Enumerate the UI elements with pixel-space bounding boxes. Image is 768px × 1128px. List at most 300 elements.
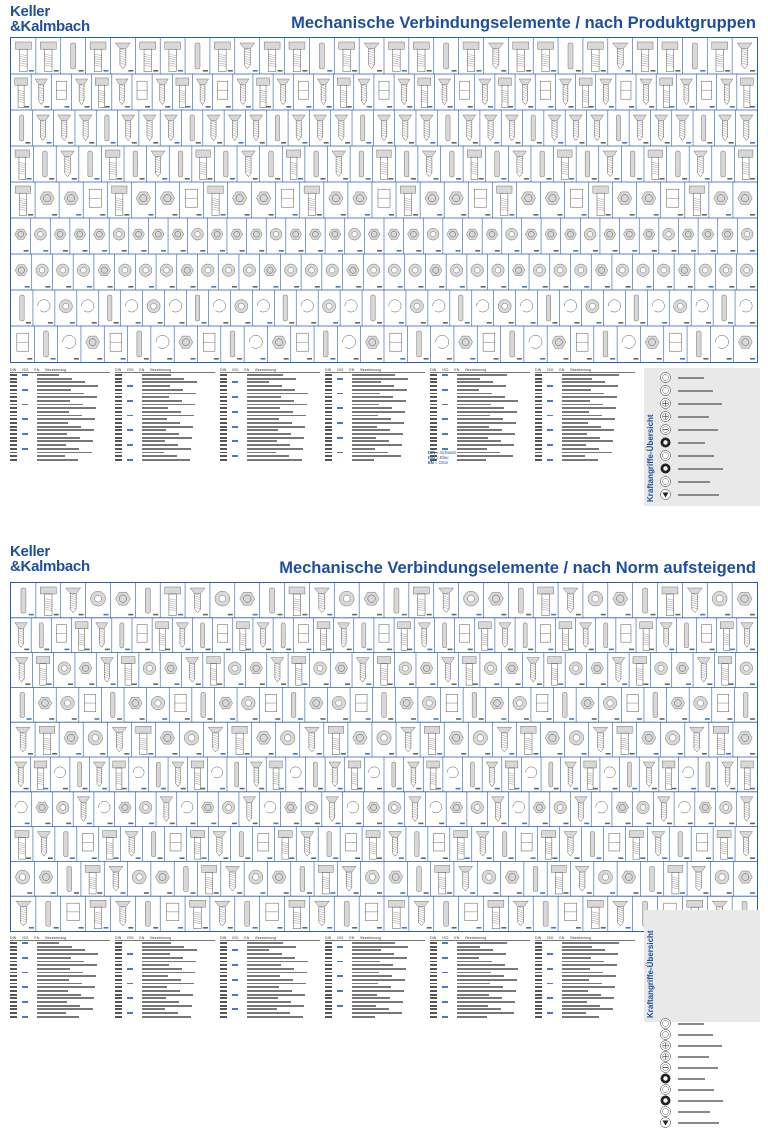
fastener-illustration — [721, 79, 735, 108]
fastener-illustration — [699, 802, 714, 824]
fastener-illustration — [133, 767, 146, 790]
fastener-illustration — [603, 331, 615, 360]
fastener-illustration — [281, 623, 291, 650]
fastener-illustration — [722, 762, 736, 789]
drive-symbol-icon — [660, 1029, 671, 1040]
fastener-illustration — [237, 79, 251, 108]
fastener-illustration — [715, 335, 731, 359]
fastener-illustration — [213, 832, 229, 859]
fastener-illustration — [486, 762, 500, 789]
fastener-illustration — [642, 732, 659, 755]
drive-symbol-icon — [660, 489, 671, 500]
fastener-illustration — [460, 81, 473, 107]
fastener-illustration — [499, 78, 514, 108]
fastener-illustration — [581, 697, 597, 720]
fastener-illustration — [231, 229, 245, 252]
fastener-illustration — [545, 732, 562, 755]
fastener-illustration — [249, 870, 266, 894]
fastener-illustration — [332, 696, 348, 720]
fastener-illustration — [16, 727, 33, 754]
drive-type-label — [678, 455, 714, 457]
fastener-illustration — [202, 264, 217, 288]
fastener-illustration — [270, 761, 284, 790]
drive-type-label — [678, 494, 719, 496]
fastener-illustration — [513, 42, 531, 72]
drive-symbol-icon — [660, 398, 671, 409]
fastener-illustration — [270, 588, 283, 615]
fastener-illustration — [738, 192, 755, 216]
fastener-illustration — [513, 151, 529, 180]
fastener-illustration — [563, 692, 575, 719]
drive-type-label — [678, 1034, 713, 1036]
fastener-illustration — [79, 663, 94, 685]
fastener-illustration — [413, 587, 431, 616]
drive-type-item — [660, 385, 758, 396]
fastener-illustration — [722, 295, 733, 324]
fastener-illustration — [139, 264, 154, 288]
drive-symbol-icon — [660, 450, 671, 461]
fastener-illustration — [427, 761, 441, 790]
fastener-illustration — [225, 866, 242, 893]
fastener-illustration — [314, 115, 329, 144]
fastener-illustration — [160, 192, 177, 216]
drive-type-item — [660, 1117, 758, 1128]
fastener-illustration — [545, 229, 559, 252]
fastener-illustration — [115, 901, 133, 928]
fastener-illustration — [15, 78, 30, 108]
fastener-illustration — [679, 801, 693, 824]
table-column-header: DIN ISO EN Bezeichnung — [535, 936, 635, 941]
fastener-illustration — [554, 801, 569, 824]
fastener-illustration — [119, 264, 134, 288]
fastener-illustration — [471, 801, 486, 824]
fastener-illustration — [37, 115, 52, 144]
fastener-illustration — [369, 767, 382, 790]
fastener-illustration — [95, 78, 110, 108]
fastener-illustration — [743, 692, 755, 719]
table-column — [115, 936, 215, 1022]
fastener-illustration — [483, 333, 498, 359]
fastener-illustration — [257, 623, 271, 650]
drive-type-label — [678, 1067, 718, 1069]
fastener-illustration — [213, 300, 228, 324]
fastener-illustration — [652, 300, 667, 324]
table-column-header: DIN ISO EN Bezeichnung — [325, 368, 425, 373]
fastener-illustration — [337, 78, 352, 108]
drive-type-item — [660, 437, 758, 448]
fastener-illustration — [323, 331, 335, 360]
poster-by-standard — [0, 512, 768, 1024]
drive-symbol-icon — [660, 372, 671, 383]
fastener-illustration — [38, 300, 53, 324]
fastener-illustration — [74, 229, 88, 252]
fastener-illustration — [347, 265, 362, 288]
fastener-illustration — [388, 801, 403, 824]
fastener-illustration — [521, 192, 538, 216]
fastener-illustration — [459, 866, 476, 893]
fastener-illustration — [137, 81, 150, 107]
drive-type-label — [678, 442, 705, 444]
fastener-illustration — [317, 622, 332, 651]
fastener-illustration — [484, 115, 499, 144]
drive-symbol-icon — [660, 476, 671, 487]
fastener-illustration — [275, 115, 286, 144]
fastener-illustration — [683, 767, 696, 790]
fastener-illustration — [399, 662, 414, 685]
drive-type-label — [678, 1122, 719, 1124]
drive-symbol-icon — [660, 1051, 671, 1062]
table-row — [220, 458, 320, 461]
fastener-illustration — [417, 331, 429, 360]
fastener-illustration — [289, 42, 307, 72]
fastener-illustration — [593, 186, 611, 216]
fastener-illustration — [164, 115, 179, 144]
fastener-illustration — [640, 622, 655, 651]
fastener-illustration — [648, 150, 665, 180]
fastener-illustration — [344, 901, 357, 928]
fastener-illustration — [634, 295, 645, 324]
fastener-illustration — [479, 79, 493, 108]
fastener-illustration — [362, 623, 372, 650]
fastener-illustration — [332, 151, 348, 180]
fastener-illustration — [57, 801, 72, 824]
drive-type-item — [660, 372, 758, 383]
fastener-illustration — [549, 762, 559, 789]
fastener-illustration — [492, 264, 507, 288]
fastener-illustration — [513, 801, 527, 824]
fastener-illustration — [184, 866, 196, 893]
fastener-illustration — [136, 192, 153, 216]
fastener-illustration — [655, 115, 670, 144]
fastener-illustration — [121, 657, 136, 686]
fastener-illustration — [390, 333, 405, 359]
fastener-illustration — [338, 623, 352, 650]
fastener-illustration — [471, 264, 486, 288]
fastener-illustration — [715, 870, 732, 894]
fastener-illustration — [195, 295, 206, 324]
fastener-illustration — [323, 300, 339, 324]
drive-type-label — [678, 468, 723, 470]
fastener-illustration — [655, 662, 670, 685]
fastener-illustration — [694, 151, 710, 180]
fastener-illustration — [15, 658, 30, 685]
fastener-illustration — [737, 43, 755, 72]
fastener-illustration — [218, 625, 231, 650]
fastener-illustration — [113, 228, 127, 251]
fastener-illustration — [166, 903, 183, 928]
fastener-illustration — [617, 726, 635, 755]
fastener-illustration — [15, 42, 33, 72]
fastener-illustration — [59, 300, 75, 324]
fastener-illustration — [103, 831, 119, 860]
fastener-illustration — [218, 81, 231, 107]
drive-types-panel — [644, 368, 760, 506]
fastener-illustration — [613, 901, 631, 928]
fastener-illustration — [170, 834, 184, 859]
fastener-illustration — [714, 192, 731, 216]
fastener-illustration — [172, 762, 186, 789]
fastener-illustration — [450, 802, 465, 824]
fastener-illustration — [305, 801, 320, 824]
fastener-illustration — [586, 300, 602, 324]
fastener-illustration — [676, 663, 691, 685]
fastener-illustration — [228, 115, 243, 144]
fastener-illustration — [490, 697, 506, 720]
fastener-illustration — [624, 229, 638, 252]
fastener-illustration — [82, 300, 97, 324]
fastener-illustration — [88, 731, 105, 755]
fastener-illustration — [269, 151, 281, 180]
fastener-illustration — [600, 79, 614, 108]
fastener-illustration — [79, 115, 94, 144]
table-row — [325, 1015, 425, 1018]
fastener-illustration — [207, 657, 222, 686]
fastener-illustration — [564, 832, 580, 859]
fastener-illustration — [643, 762, 657, 789]
fastener-illustration — [243, 797, 258, 824]
fastener-illustration — [474, 189, 490, 215]
fastener-illustration — [353, 192, 370, 216]
fastener-illustration — [671, 697, 687, 720]
fastener-illustration — [388, 832, 404, 859]
fastener-illustration — [413, 42, 431, 72]
fastener-illustration — [251, 229, 265, 252]
fastener-illustration — [145, 588, 158, 615]
fastener-illustration — [565, 762, 579, 789]
fastener-illustration — [613, 43, 631, 72]
fastener-illustration — [450, 151, 462, 180]
fastener-illustration — [378, 189, 394, 215]
fastener-illustration — [291, 692, 303, 719]
fastener-illustration — [476, 832, 492, 859]
fastener-illustration — [152, 229, 166, 252]
fastener-illustration — [616, 115, 627, 144]
fastener-illustration — [89, 189, 105, 215]
fastener-illustration — [603, 696, 619, 720]
fastener-illustration — [548, 657, 563, 686]
drive-panel-title: Kraftangriffe-Übersicht — [646, 414, 655, 502]
fastener-illustration — [64, 832, 75, 859]
drive-type-item — [660, 476, 758, 487]
fastener-illustration — [257, 300, 272, 324]
fastener-illustration — [621, 81, 634, 107]
fastener-illustration — [697, 658, 712, 685]
fastener-illustration — [670, 333, 685, 359]
fastener-illustration — [526, 767, 539, 790]
fastener-illustration — [498, 300, 514, 324]
fastener-illustration — [364, 43, 382, 72]
fastener-illustration — [662, 761, 676, 790]
fastener-illustration — [105, 150, 122, 180]
fastener-illustration — [591, 115, 606, 144]
poster-title: Mechanische Verbindungselemente / nach Produktgruppen — [291, 14, 756, 32]
fastener-illustration — [314, 588, 332, 615]
fastener-illustration — [367, 264, 382, 288]
fastener-illustration — [720, 622, 735, 651]
table-column — [325, 936, 425, 1022]
table-row — [535, 1015, 635, 1018]
table-column-header: DIN ISO EN Bezeichnung — [10, 368, 110, 373]
fastener-illustration — [16, 801, 30, 824]
fastener-illustration — [126, 300, 141, 324]
fastener-illustration — [482, 870, 499, 894]
fastener-illustration — [38, 697, 54, 720]
fastener-illustration — [347, 801, 361, 824]
fastener-illustration — [86, 336, 103, 360]
fastener-illustration — [616, 802, 631, 824]
fastener-illustration — [145, 901, 158, 928]
fastener-illustration — [110, 333, 125, 359]
fastener-illustration — [377, 150, 394, 180]
fastener-illustration — [265, 694, 280, 719]
fastener-illustration — [713, 726, 731, 755]
fastener-illustration — [629, 831, 645, 860]
table-column — [10, 368, 110, 468]
fastener-illustration — [283, 295, 294, 324]
fastener-illustration — [738, 150, 755, 180]
fastener-illustration — [143, 662, 158, 685]
fastener-illustration — [129, 697, 145, 720]
fastener-illustration — [662, 42, 680, 72]
logo-line-2: &Kalmbach — [10, 558, 90, 575]
fastener-illustration — [190, 115, 201, 144]
fastener-illustration — [486, 229, 500, 252]
fastener-illustration — [545, 192, 562, 216]
fastener-illustration — [740, 797, 755, 824]
fastener-illustration — [663, 228, 677, 251]
fastener-illustration — [420, 115, 435, 144]
fastener-illustration — [371, 295, 382, 324]
fastener-illustration — [382, 692, 394, 719]
fastener-illustration — [682, 229, 696, 252]
table-column — [430, 936, 530, 1022]
fastener-illustration — [318, 865, 335, 894]
fastener-illustration — [690, 727, 707, 754]
fastener-illustration — [563, 588, 581, 615]
poster-title: Mechanische Verbindungselemente / nach Norm aufsteigend — [279, 559, 756, 577]
fastener-illustration — [740, 78, 755, 108]
fastener-illustration — [653, 692, 665, 719]
fastener-illustration — [465, 903, 482, 928]
fastener-illustration — [608, 300, 623, 324]
fastener-illustration — [133, 151, 145, 180]
fastener-illustration — [692, 866, 709, 893]
fastener-standards-table — [10, 368, 640, 468]
fastener-illustration — [181, 801, 195, 824]
fastener-illustration — [326, 797, 341, 824]
table-column — [220, 936, 320, 1022]
fastener-illustration — [740, 264, 755, 288]
fastener-illustration — [378, 115, 393, 144]
fastener-illustration — [208, 186, 226, 216]
drive-types-panel — [644, 910, 760, 1022]
fastener-illustration — [692, 43, 705, 72]
fastener-illustration — [389, 300, 404, 324]
fastener-illustration — [717, 694, 732, 719]
standards-color-legend: DIN = Schwarz ISO = Blau EN = Grün — [428, 450, 457, 465]
table-column — [535, 936, 635, 1022]
fastener-illustration — [196, 79, 210, 108]
fastener-illustration — [190, 900, 208, 929]
fastener-illustration — [116, 79, 130, 108]
fastener-illustration — [15, 150, 32, 180]
fastener-illustration — [64, 192, 81, 216]
fastener-illustration — [689, 186, 707, 216]
fastener-illustration — [15, 265, 30, 288]
fastener-illustration — [410, 300, 426, 324]
fastener-illustration — [559, 79, 573, 108]
fastener-illustration — [91, 591, 109, 615]
fastener-illustration — [527, 658, 542, 685]
table-column — [535, 368, 635, 468]
fastener-illustration — [741, 228, 755, 251]
fastener-illustration — [309, 697, 325, 720]
fastener-illustration — [506, 228, 520, 251]
fastener-illustration — [250, 663, 265, 685]
fastener-illustration — [236, 622, 251, 651]
fastener-illustration — [505, 761, 519, 790]
table-column — [220, 368, 320, 468]
fastener-illustration — [721, 151, 733, 180]
fastener-illustration — [125, 832, 141, 859]
fastener-illustration — [398, 79, 412, 108]
fastener-illustration — [353, 732, 370, 755]
fastener-illustration — [537, 694, 552, 719]
fastener-illustration — [662, 587, 680, 616]
fastener-illustration — [424, 726, 442, 755]
fastener-illustration — [398, 622, 413, 651]
fastener-illustration — [694, 696, 710, 720]
fastener-illustration — [533, 802, 548, 824]
fastener-illustration — [404, 151, 416, 180]
fastener-illustration — [56, 625, 69, 650]
fastener-illustration — [613, 592, 631, 615]
fastener-illustration — [270, 228, 284, 251]
fastener-illustration — [202, 865, 219, 894]
fastener-illustration — [510, 331, 522, 360]
drive-symbol-icon — [660, 385, 671, 396]
fastener-illustration — [16, 870, 33, 894]
fastener-illustration — [609, 834, 623, 859]
fastener-illustration — [584, 228, 598, 251]
fastener-illustration — [542, 831, 558, 860]
fastener-illustration — [15, 229, 29, 252]
fastener-illustration — [239, 832, 250, 859]
fastener-illustration — [67, 866, 79, 893]
fastener-illustration — [576, 333, 591, 359]
fastener-illustration — [422, 696, 438, 720]
fastener-illustration — [156, 871, 173, 894]
fastener-illustration — [392, 762, 402, 789]
fastener-illustration — [257, 732, 274, 755]
fastener-illustration — [264, 42, 282, 72]
logo-line-1: Keller — [10, 3, 50, 20]
fastener-illustration — [278, 831, 294, 860]
table-row — [10, 458, 110, 461]
fastener-illustration — [438, 79, 452, 108]
fastener-illustration — [328, 726, 346, 755]
table-column-header: DIN ISO EN Bezeichnung — [220, 368, 320, 373]
fastener-illustration — [495, 151, 507, 180]
fastener-grid-svg — [11, 38, 757, 362]
fastener-illustration — [292, 657, 307, 686]
table-column — [325, 368, 425, 468]
fastener-illustration — [571, 189, 587, 215]
fastener-illustration — [676, 115, 691, 144]
fastener-illustration — [235, 300, 251, 324]
fastener-illustration — [186, 658, 201, 685]
fastener-illustration — [559, 622, 574, 651]
